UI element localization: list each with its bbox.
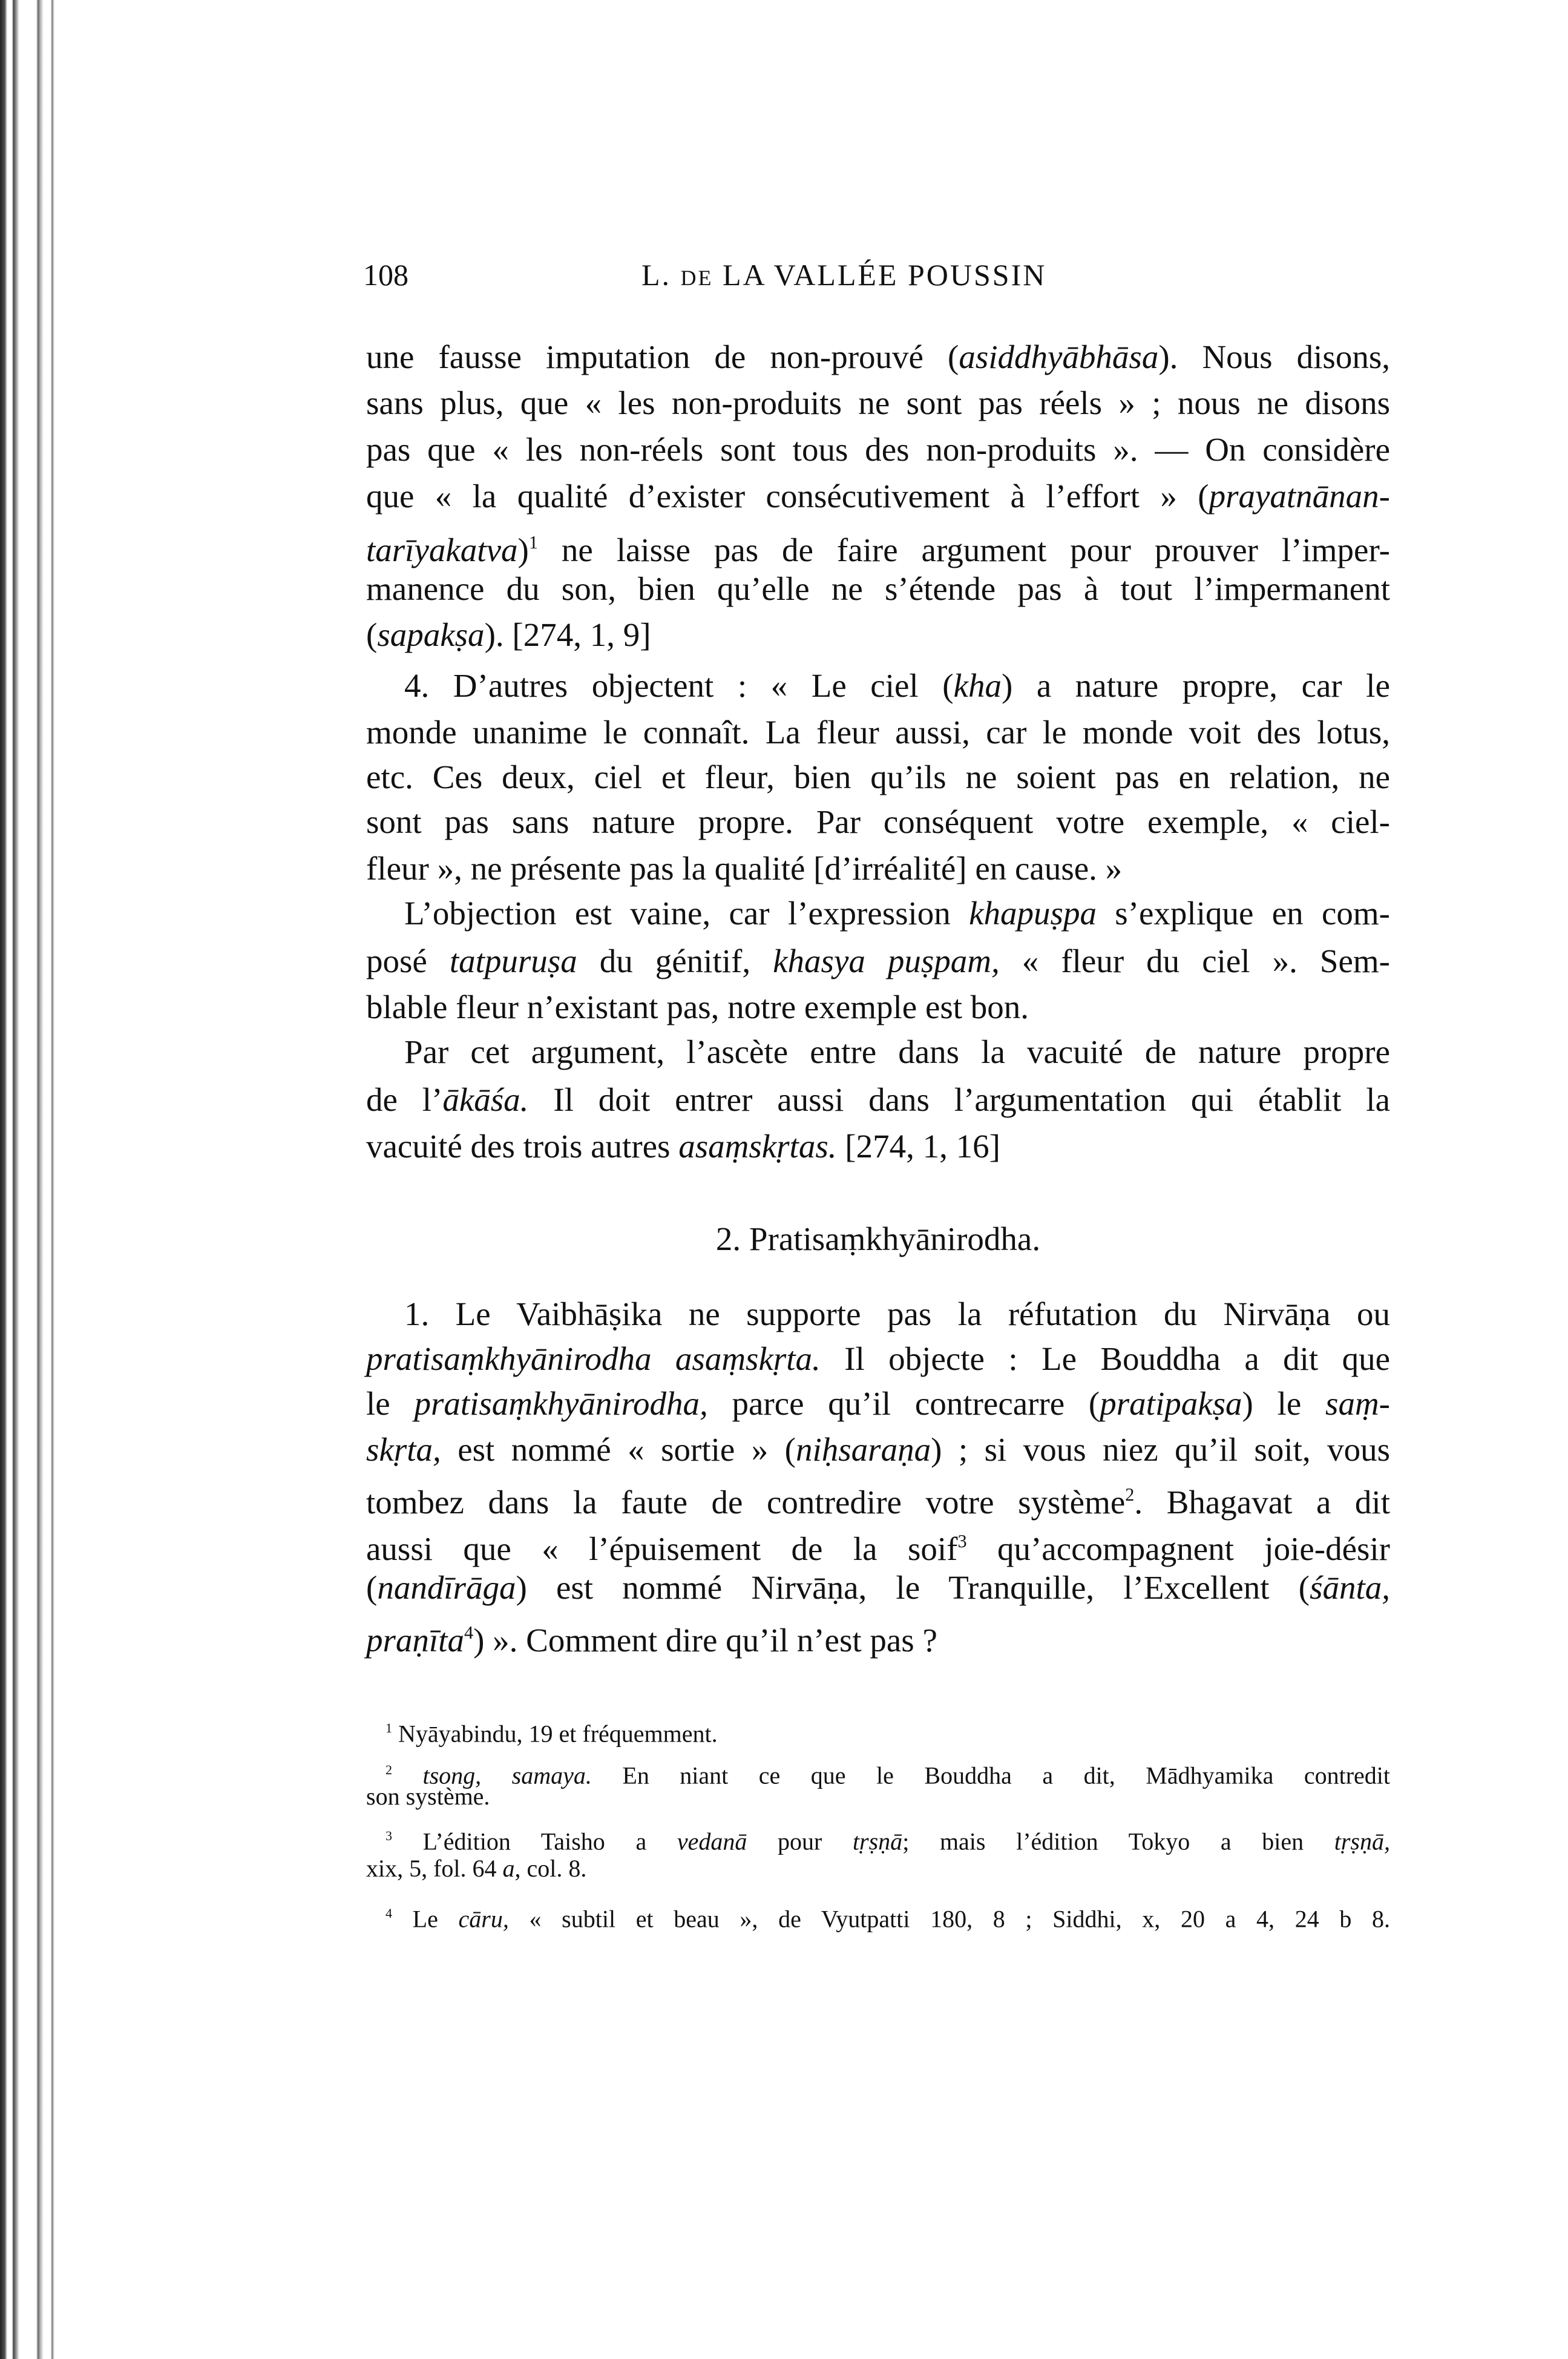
text-run: Il doit entrer aussi dans l’argumentation qui établit la: [528, 1081, 1390, 1119]
text-line: [366, 475, 1390, 518]
italic-term: ākāśa.: [442, 1081, 529, 1119]
text-run: ) ». Comment dire qu’il n’est pas ?: [473, 1621, 937, 1659]
text-run: ne laisse pas de faire argument pour prouver l’imper-: [537, 531, 1390, 569]
text-line: [366, 382, 1390, 424]
text-run: ) le: [1242, 1384, 1326, 1422]
italic-term: śānta,: [1310, 1568, 1390, 1606]
text-run: du génitif,: [577, 942, 773, 979]
text-run: le: [366, 1384, 415, 1422]
italic-term: skṛta,: [366, 1431, 441, 1469]
text-line: [366, 1520, 1390, 1570]
italic-term: khasya puṣpam,: [773, 942, 1000, 979]
italic-term: pratisaṃkhyānirodha asaṃskṛta.: [366, 1340, 821, 1377]
text-line: [366, 756, 1390, 798]
text-line: [366, 1338, 1390, 1380]
text-run: Par cet argument, l’ascète entre dans la vacuité de nature propre: [404, 1033, 1390, 1071]
text-run: « subtil et beau », de Vyutpatti 180, 8 ; Siddhi, x, 20 a 4, 24 b 8.: [508, 1905, 1391, 1933]
text-run: fleur », ne présente pas la qualité [d’irréalité] en cause. »: [366, 849, 1123, 887]
text-line: [366, 614, 1390, 656]
author-name: LA VALLÉE POUSSIN: [723, 258, 1047, 292]
author-initial: L.: [641, 258, 672, 292]
text-run: blable fleur n’existant pas, notre exemple est bon.: [366, 989, 1029, 1026]
text-run: etc. Ces deux, ciel et fleur, bien qu’ils ne soient pas en relation, ne: [366, 758, 1390, 795]
footnote-line: [366, 1854, 1390, 1884]
italic-term: cāru,: [458, 1905, 509, 1933]
italic-term: vedanā: [677, 1827, 747, 1855]
italic-term: tarīyakatva: [366, 531, 518, 569]
italic-term: asiddhyābhāsa: [959, 338, 1159, 375]
text-run: ): [517, 531, 529, 569]
text-line: [366, 801, 1390, 843]
text-run: [274, 1, 16]: [836, 1127, 1000, 1165]
text-run: parce qu’il contrecarre (: [707, 1384, 1100, 1422]
text-line: [404, 665, 1390, 707]
text-run: (: [366, 1568, 378, 1606]
text-run: une fausse imputation de non-prouvé (: [366, 338, 959, 375]
footnote-line: [385, 1898, 1390, 1934]
italic-term: pratisaṃkhyānirodha,: [414, 1384, 708, 1422]
text-run: 4. D’autres objectent : « Le ciel (: [404, 667, 954, 705]
footnote-line: [385, 1821, 1390, 1857]
text-line: [366, 1611, 1390, 1662]
italic-term: pratipakṣa: [1100, 1384, 1242, 1422]
italic-term: tsong, samaya.: [422, 1762, 592, 1789]
text-run: monde unanime le connaît. La fleur aussi, car le monde voit des lotus,: [366, 713, 1390, 751]
text-line: [404, 892, 1390, 935]
text-run: En niant ce que le Bouddha a dit, Mādhyamika contredit: [591, 1762, 1391, 1789]
text-run: L’édition Taisho a: [392, 1827, 677, 1855]
text-line: [366, 711, 1390, 754]
text-run: tombez dans la faute de contredire votre système: [366, 1484, 1126, 1521]
section-heading: [366, 1218, 1390, 1260]
italic-term: sapakṣa: [377, 616, 485, 654]
footnote-marker: 2: [1125, 1484, 1135, 1505]
text-run: vacuité des trois autres: [366, 1127, 679, 1165]
text-run: s’explique en com-: [1096, 894, 1390, 932]
italic-term: saṃ-: [1325, 1384, 1390, 1422]
page-number: 108: [363, 258, 408, 292]
footnote-marker: 4: [385, 1905, 392, 1921]
text-line: [366, 1383, 1390, 1425]
italic-term: niḥsaraṇa: [796, 1431, 931, 1469]
italic-term: asaṃskṛtas.: [678, 1127, 837, 1165]
text-line: [404, 1293, 1390, 1335]
italic-term: a: [502, 1854, 515, 1882]
italic-term: nandīrāga: [377, 1568, 516, 1606]
author-particle: DE: [680, 266, 713, 290]
text-run: « fleur du ciel ». Sem-: [999, 942, 1390, 979]
text-line: [366, 336, 1390, 378]
text-run: qu’accompagnent joie-désir: [966, 1530, 1390, 1568]
text-run: son système.: [366, 1783, 490, 1811]
footnote-line: [366, 1782, 1390, 1812]
text-run: est nommé « sortie » (: [441, 1431, 796, 1469]
running-head: [641, 257, 1046, 292]
text-run: ; mais l’édition Tokyo a bien: [902, 1827, 1334, 1855]
text-run: . Bhagavat a dit: [1134, 1484, 1390, 1521]
text-line: [366, 521, 1390, 571]
italic-term: praṇīta: [366, 1621, 464, 1659]
italic-term: khapuṣpa: [969, 894, 1097, 932]
text-run: posé: [366, 942, 450, 979]
text-run: manence du son, bien qu’elle ne s’étende pas à tout l’impermanent: [366, 570, 1390, 607]
text-run: sont pas sans nature propre. Par conséquent votre exemple, « ciel-: [366, 803, 1390, 840]
italic-term: tatpuruṣa: [449, 942, 577, 979]
text-line: [366, 429, 1390, 471]
text-run: sans plus, que « les non-produits ne sont pas réels » ; nous ne disons: [366, 384, 1390, 422]
text-run: ) a nature propre, car le: [1001, 667, 1390, 705]
text-run: L’objection est vaine, car l’expression: [404, 894, 969, 932]
footnote-marker: 3: [957, 1531, 967, 1552]
italic-term: tṛṣṇā,: [1334, 1827, 1390, 1855]
text-line: [366, 1567, 1390, 1609]
footnote-line: [385, 1713, 1390, 1749]
footnote-marker: 1: [528, 532, 538, 553]
italic-term: tṛṣṇā: [852, 1827, 903, 1855]
text-run: 2. Pratisaṃkhyānirodha.: [715, 1220, 1041, 1258]
text-run: ) est nommé Nirvāṇa, le Tranquille, l’Excellent (: [516, 1568, 1310, 1606]
text-run: 1. Le Vaibhāṣika ne supporte pas la réfutation du Nirvāṇa ou: [404, 1295, 1390, 1332]
text-run: ) ; si vous niez qu’il soit, vous: [931, 1431, 1390, 1469]
text-run: Le: [392, 1905, 459, 1933]
text-line: [366, 940, 1390, 982]
footnote-marker: 2: [385, 1762, 392, 1777]
text-run: Il objecte : Le Bouddha a dit que: [820, 1340, 1390, 1377]
text-run: que « la qualité d’exister consécutivement à l’effort » (: [366, 477, 1209, 515]
text-line: [404, 1031, 1390, 1073]
text-run: de l’: [366, 1081, 443, 1119]
text-run: , col. 8.: [514, 1854, 587, 1882]
text-run: (: [366, 616, 378, 654]
text-line: [366, 847, 1390, 890]
text-line: [366, 1079, 1390, 1121]
italic-term: kha: [953, 667, 1002, 705]
text-run: ). [274, 1, 9]: [484, 616, 651, 654]
text-run: pour: [747, 1827, 853, 1855]
text-line: [366, 568, 1390, 610]
text-run: Nyāyabindu, 19 et fréquemment.: [392, 1720, 718, 1748]
text-run: pas que « les non-réels sont tous des non-produits ». — On considère: [366, 430, 1390, 468]
text-line: [366, 1429, 1390, 1471]
footnote-marker: 1: [385, 1720, 392, 1736]
book-binding-shadow: [0, 0, 67, 2359]
italic-term: prayatnānan-: [1209, 477, 1390, 515]
text-line: [366, 1473, 1390, 1524]
text-run: xix, 5, fol. 64: [366, 1854, 503, 1882]
footnote-marker: 3: [385, 1828, 392, 1843]
footnote-marker: 4: [464, 1622, 474, 1643]
text-run: ). Nous disons,: [1158, 338, 1390, 375]
text-line: [366, 986, 1390, 1028]
text-run: aussi que « l’épuisement de la soif: [366, 1530, 958, 1568]
text-line: [366, 1125, 1390, 1168]
